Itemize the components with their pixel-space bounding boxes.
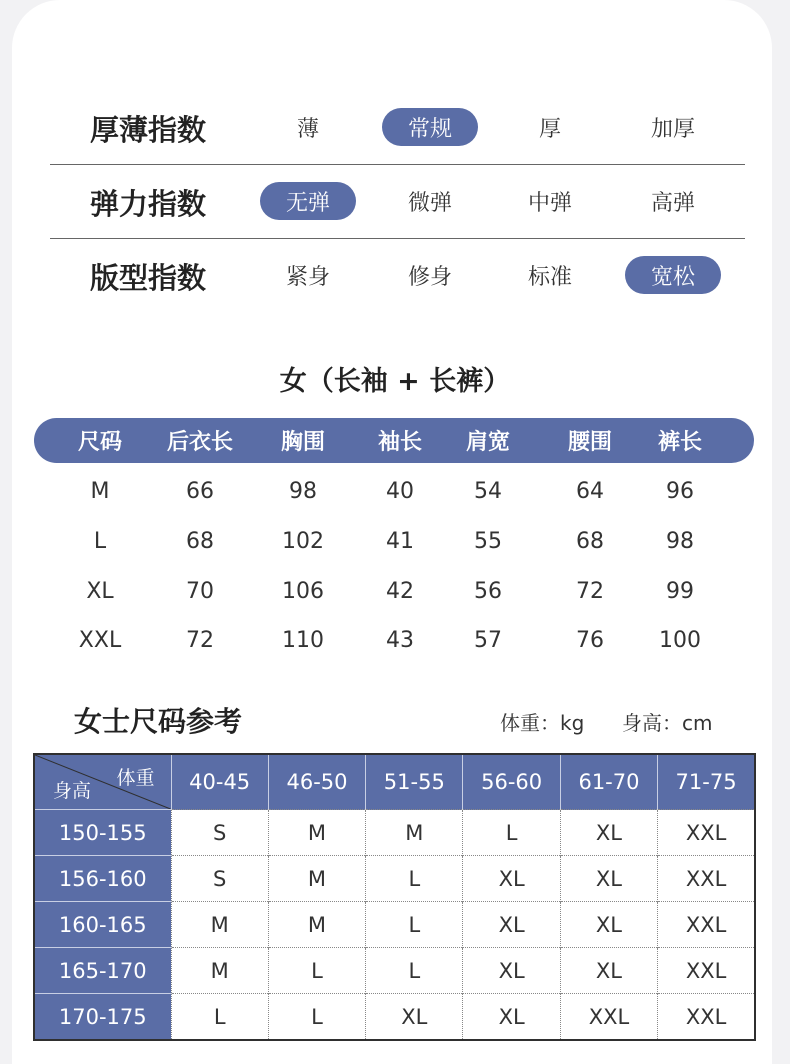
size-cell: M [268, 810, 365, 856]
table-row [34, 994, 755, 1041]
size-cell: L [366, 902, 463, 948]
spec-header-cell: 袖长 [377, 430, 422, 455]
spec-cell: 100 [659, 627, 701, 653]
weight-header-cell: 40-45 [171, 754, 268, 810]
index-option: 微弹 [407, 190, 452, 216]
size-cell: L [366, 948, 463, 994]
height-row-header: 160-165 [34, 902, 171, 948]
weight-header-cell: 46-50 [268, 754, 365, 810]
weight-header-cell: 61-70 [560, 754, 657, 810]
spec-cell: 102 [282, 528, 324, 554]
weight-header-cell: 56-60 [463, 754, 560, 810]
spec-cell: XXL [78, 627, 122, 653]
size-cell: XXL [658, 810, 755, 856]
spec-cell: 41 [386, 528, 414, 554]
spec-cell: 98 [666, 528, 694, 554]
spec-header-cell: 肩宽 [465, 430, 510, 455]
index-row [50, 92, 745, 165]
table-row [34, 948, 755, 994]
spec-cell: 96 [666, 478, 694, 504]
size-cell: M [268, 856, 365, 902]
corner-height-label: 身高 [53, 780, 92, 802]
size-cell: L [366, 856, 463, 902]
spec-cell: M [90, 478, 110, 504]
size-cell: XXL [658, 994, 755, 1041]
reference-title: 女士尺码参考 [74, 705, 243, 738]
spec-header-cell: 裤长 [657, 430, 702, 455]
table-corner-cell [34, 754, 171, 810]
size-cell: XXL [658, 902, 755, 948]
index-option-selected: 常规 [382, 108, 478, 146]
index-label: 版型指数 [90, 260, 207, 295]
size-cell: XL [560, 810, 657, 856]
size-cell: XL [560, 856, 657, 902]
spec-cell: 72 [186, 627, 214, 653]
size-cell: M [366, 810, 463, 856]
spec-cell: 68 [186, 528, 214, 554]
spec-cell: 70 [186, 578, 214, 604]
size-cell: M [171, 902, 268, 948]
spec-table-header [34, 418, 754, 463]
size-cell: XL [463, 902, 560, 948]
size-cell: XL [463, 856, 560, 902]
size-cell: S [171, 810, 268, 856]
size-reference-table [33, 753, 756, 1041]
spec-cell: 72 [576, 578, 604, 604]
size-cell: L [268, 948, 365, 994]
spec-cell: 98 [289, 478, 317, 504]
spec-cell: XL [86, 578, 114, 604]
index-option: 加厚 [650, 116, 695, 142]
height-row-header: 156-160 [34, 856, 171, 902]
index-option: 中弹 [527, 190, 572, 216]
corner-weight-label: 体重 [116, 767, 155, 789]
height-row-header: 170-175 [34, 994, 171, 1041]
size-cell: XL [463, 994, 560, 1041]
index-label: 弹力指数 [90, 186, 207, 221]
index-row [50, 240, 745, 312]
table-row [34, 902, 755, 948]
index-option: 修身 [407, 264, 452, 290]
height-row-header: 165-170 [34, 948, 171, 994]
spec-header-cell: 腰围 [567, 430, 612, 455]
spec-cell: 76 [576, 627, 604, 653]
size-cell: XL [366, 994, 463, 1041]
index-option: 薄 [296, 116, 319, 142]
table-row [34, 810, 755, 856]
size-cell: L [171, 994, 268, 1041]
index-option: 标准 [527, 264, 572, 290]
spec-header-cell: 后衣长 [166, 430, 233, 455]
size-cell: XXL [560, 994, 657, 1041]
spec-cell: 57 [474, 627, 502, 653]
index-option: 高弹 [650, 190, 695, 216]
spec-cell: 106 [282, 578, 324, 604]
spec-cell: L [93, 528, 107, 554]
spec-cell: 110 [282, 627, 324, 653]
table-row [34, 856, 755, 902]
size-cell: M [268, 902, 365, 948]
spec-cell: 64 [576, 478, 604, 504]
spec-cell: 54 [474, 478, 502, 504]
index-label: 厚薄指数 [90, 112, 207, 147]
height-row-header: 150-155 [34, 810, 171, 856]
spec-title: 女（长袖 + 长裤） [279, 366, 511, 397]
weight-header-cell: 51-55 [366, 754, 463, 810]
spec-cell: 68 [576, 528, 604, 554]
index-option-selected: 宽松 [625, 256, 721, 294]
spec-cell: 40 [386, 478, 414, 504]
index-option-selected: 无弹 [260, 182, 356, 220]
spec-cell: 66 [186, 478, 214, 504]
size-cell: S [171, 856, 268, 902]
weight-header-cell: 71-75 [658, 754, 755, 810]
index-row [50, 166, 745, 239]
spec-cell: 55 [474, 528, 502, 554]
size-cell: XL [560, 948, 657, 994]
size-cell: L [463, 810, 560, 856]
spec-cell: 42 [386, 578, 414, 604]
size-cell: XL [560, 902, 657, 948]
size-cell: XXL [658, 948, 755, 994]
index-option: 紧身 [285, 264, 330, 290]
spec-header-cell: 尺码 [77, 430, 122, 455]
spec-cell: 99 [666, 578, 694, 604]
spec-header-cell: 胸围 [280, 430, 325, 455]
size-cell: XL [463, 948, 560, 994]
index-option: 厚 [538, 116, 561, 142]
weight-unit-label: 体重：kg [500, 711, 585, 735]
size-cell: L [268, 994, 365, 1041]
size-cell: XXL [658, 856, 755, 902]
height-unit-label: 身高：cm [622, 711, 713, 735]
spec-cell: 56 [474, 578, 502, 604]
spec-cell: 43 [386, 627, 414, 653]
size-cell: M [171, 948, 268, 994]
